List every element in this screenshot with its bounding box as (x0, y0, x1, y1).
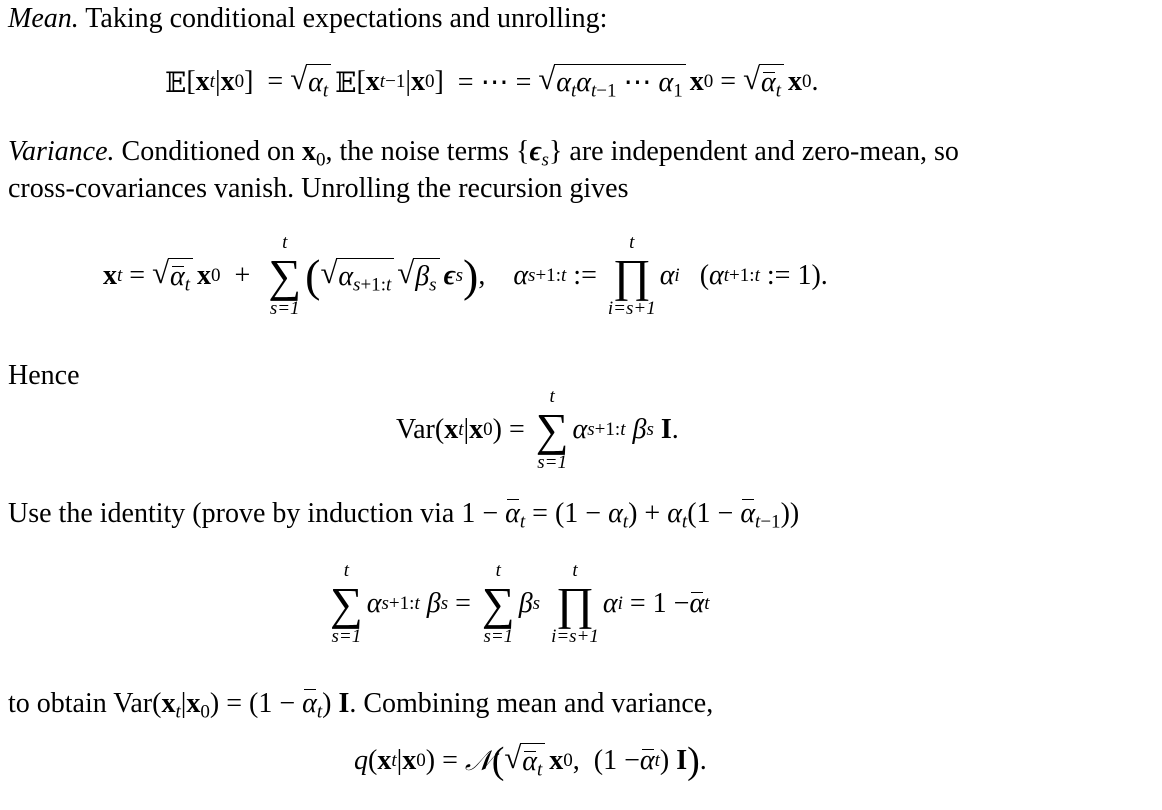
final-distribution-equation: q ( x t | x 0 ) = 𝒩 ( √ $\alpha_t$ x 0 , (1 − α t ) I ) . (354, 740, 707, 782)
mean-heading: Mean. (8, 3, 79, 34)
variance-equation: Var ( x t | x 0 ) = t ∑ s=1 α s+1:t β s I . (396, 386, 679, 473)
mean-paragraph (8, 0, 1154, 37)
sqrt-alpha-product: √ $\alpha_t\alpha_{t-1}$ ⋯ $\alpha_1$ (538, 64, 685, 99)
identity-paragraph: Use the identity (prove by induction via $1 - \alpha_t = (1 - \alpha_t) + \alpha_t(1 - \alpha_{t-1})$) (8, 495, 1154, 532)
variance-line-2: cross-covariances vanish. Unrolling the recursion gives (8, 173, 629, 204)
sqrt-alpha-bar-t: √ $\alpha_t$ (743, 64, 784, 99)
hence-text: Hence (8, 360, 80, 391)
variance-paragraph: Variance. Conditioned on $x_0$, the noise terms $\{\epsilon_s\}$ are independent and zero-mean, so (8, 136, 959, 171)
variance-heading: Variance. (8, 136, 115, 167)
sum-operator: t ∑ s=1 (268, 232, 302, 319)
obtain-paragraph: to obtain $Var(x_t|x_0) = (1 - \alpha_t)$ I. Combining mean and variance, (8, 685, 1154, 722)
product-operator: t ∏ i=s+1 (607, 232, 656, 319)
identity-equation: t ∑ s=1 α s+1:t β s = t ∑ s=1 β s t ∏ i=s+1 α i = 1 − α t (330, 560, 710, 647)
unrolled-equation: x t = √ $\alpha_t$ x 0 + t ∑ s=1 ( √ $\alpha_{s+1:t}$ √ $\beta_s$ ϵ s ) , α s+1:t := t ∏ i=s+1 α i ( α t+1:t := 1). (103, 232, 828, 319)
expectation-equation: 𝔼 [ x t | x 0 ] = √ $\alpha_t$ 𝔼 [ x t−1 | x 0 ] = ⋯ = √ $\alpha_t\alpha_{t-1}$ ⋯ $\alpha_1$ x 0 = √ $\alpha_t$ x 0 . (165, 62, 819, 103)
sqrt-alpha-t: √ $\alpha_t$ (290, 64, 331, 99)
mean-text: Taking conditional expectations and unrolling: (85, 3, 608, 34)
